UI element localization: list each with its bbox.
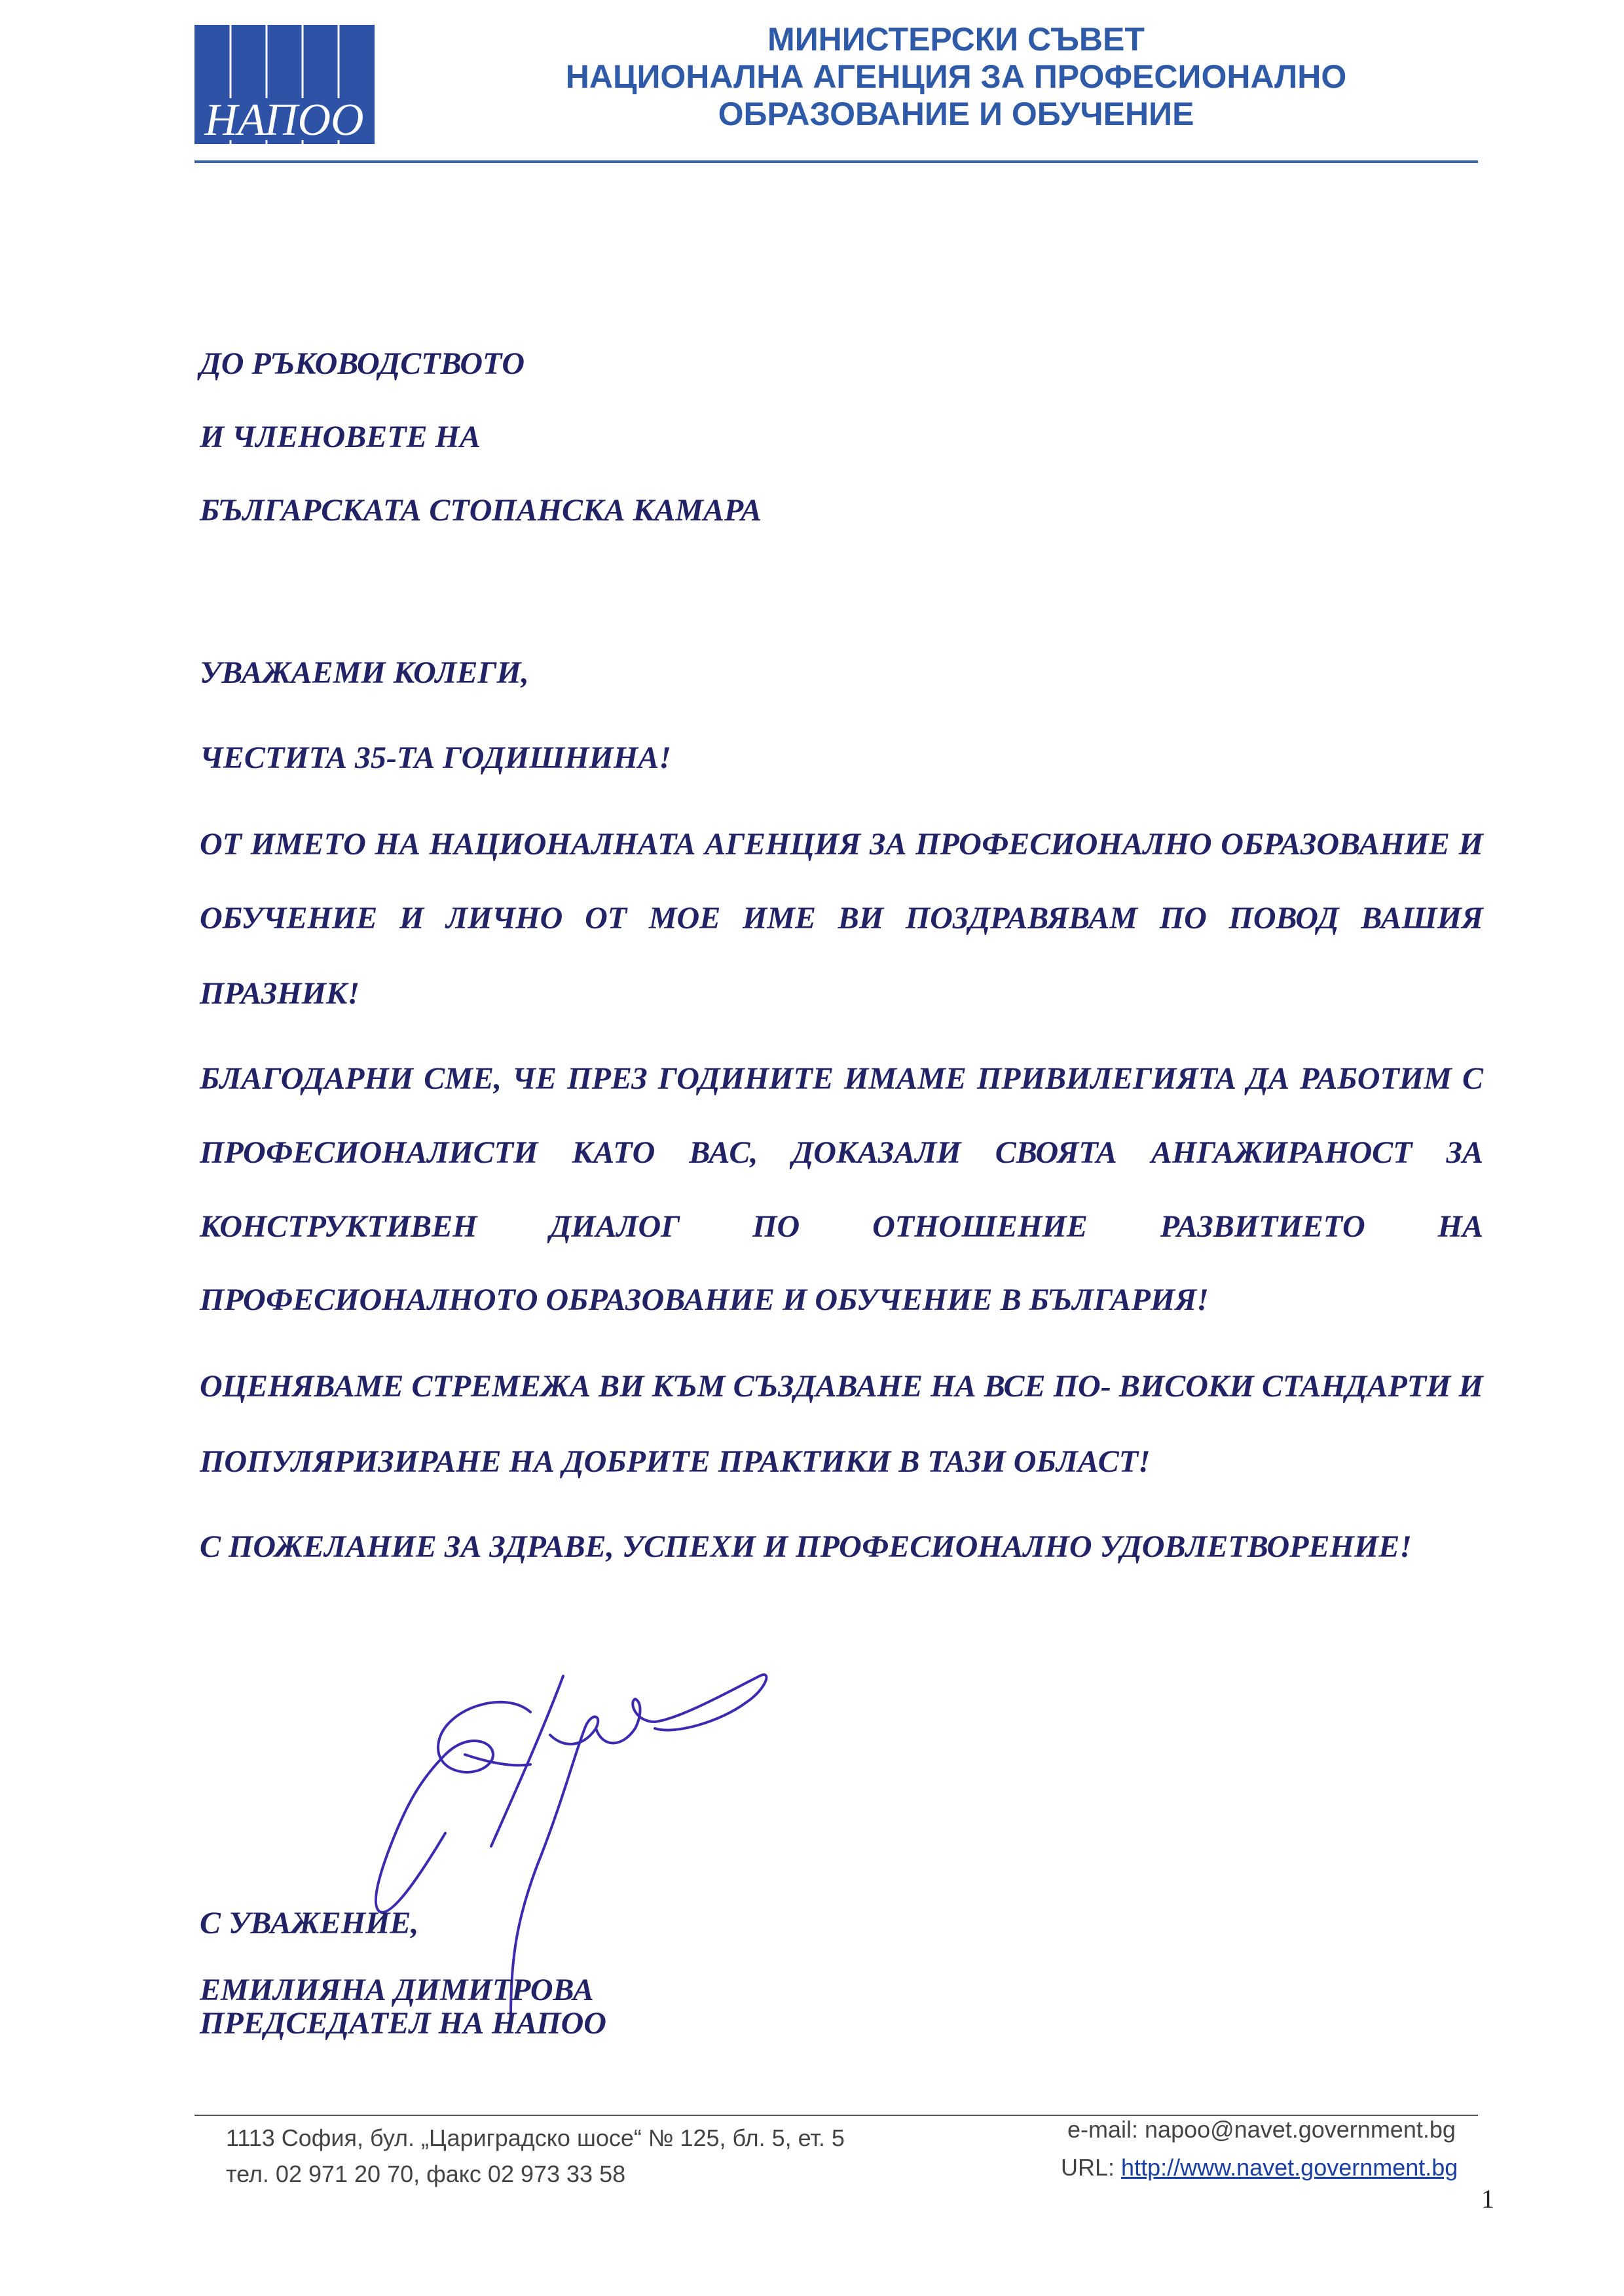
paragraph-2-line-2: ПРОФЕСИОНАЛИСТИ КАТО ВАС, ДОКАЗАЛИ СВОЯТА АНГАЖИРАНОСТ ЗА <box>200 1135 1483 1170</box>
footer-email: e-mail: napoo@navet.government.bg <box>1067 2116 1456 2143</box>
org-line-2: НАЦИОНАЛНА АГЕНЦИЯ ЗА ПРОФЕСИОНАЛНО <box>565 58 1347 95</box>
paragraph-2-line-1: БЛАГОДАРНИ СМЕ, ЧЕ ПРЕЗ ГОДИНИТЕ ИМАМЕ ПРИВИЛЕГИЯТА ДА РАБОТИМ С <box>200 1061 1483 1096</box>
footer-url-label: URL: <box>1061 2154 1115 2181</box>
paragraph-4: С ПОЖЕЛАНИЕ ЗА ЗДРАВЕ, УСПЕХИ И ПРОФЕСИОНАЛНО УДОВЛЕТВОРЕНИЕ! <box>200 1529 1412 1564</box>
closing-regards: С УВАЖЕНИЕ, <box>200 1906 419 1941</box>
paragraph-1-line-3: ПРАЗНИК! <box>200 976 360 1011</box>
paragraph-1-line-1: ОТ ИМЕТО НА НАЦИОНАЛНАТА АГЕНЦИЯ ЗА ПРОФЕСИОНАЛНО ОБРАЗОВАНИЕ И <box>200 827 1483 862</box>
org-line-1: МИНИСТЕРСКИ СЪВЕТ <box>767 21 1145 58</box>
addressee-line-2: И ЧЛЕНОВЕТЕ НА <box>200 420 481 454</box>
handwritten-signature <box>367 1650 792 2016</box>
org-line-3: ОБРАЗОВАНИЕ И ОБУЧЕНИЕ <box>718 96 1194 132</box>
paragraph-2-line-3: КОНСТРУКТИВЕН ДИАЛОГ ПО ОТНОШЕНИЕ РАЗВИТИЕТО НА <box>200 1209 1483 1244</box>
addressee-line-3: БЪЛГАРСКАТА СТОПАНСКА КАМАРА <box>200 493 762 528</box>
greeting: УВАЖАЕМИ КОЛЕГИ, <box>200 655 529 690</box>
logo-text: НАПОО <box>204 95 364 144</box>
footer-address: 1113 София, бул. „Цариградско шосе“ № 125, бл. 5, ет. 5 <box>226 2124 845 2151</box>
addressee-line-1: ДО РЪКОВОДСТВОТО <box>200 346 525 381</box>
paragraph-3-line-2: ПОПУЛЯРИЗИРАНЕ НА ДОБРИТЕ ПРАКТИКИ В ТАЗИ ОБЛАСТ! <box>200 1444 1151 1479</box>
footer-url-link[interactable]: http://www.navet.government.bg <box>1121 2154 1458 2181</box>
signatory-name: ЕМИЛИЯНА ДИМИТРОВА <box>200 1973 594 2007</box>
header-divider <box>194 160 1478 163</box>
paragraph-3-line-1: ОЦЕНЯВАМЕ СТРЕМЕЖА ВИ КЪМ СЪЗДАВАНЕ НА ВСЕ ПО- ВИСОКИ СТАНДАРТИ И <box>200 1369 1483 1404</box>
footer-url-row <box>1061 2154 1458 2181</box>
napoo-logo <box>194 25 375 144</box>
page-number: 1 <box>1481 2184 1494 2214</box>
paragraph-1-line-2: ОБУЧЕНИЕ И ЛИЧНО ОТ МОЕ ИМЕ ВИ ПОЗДРАВЯВАМ ПО ПОВОД ВАШИЯ <box>200 901 1483 936</box>
congratulation-line: ЧЕСТИТА 35-ТА ГОДИШНИНА! <box>200 740 671 775</box>
footer-phone: тел. 02 971 20 70, факс 02 973 33 58 <box>226 2160 626 2187</box>
organization-header <box>498 21 1414 133</box>
signatory-title: ПРЕДСЕДАТЕЛ НА НАПОО <box>200 2006 606 2041</box>
paragraph-2-line-4: ПРОФЕСИОНАЛНОТО ОБРАЗОВАНИЕ И ОБУЧЕНИЕ В БЪЛГАРИЯ! <box>200 1283 1209 1317</box>
